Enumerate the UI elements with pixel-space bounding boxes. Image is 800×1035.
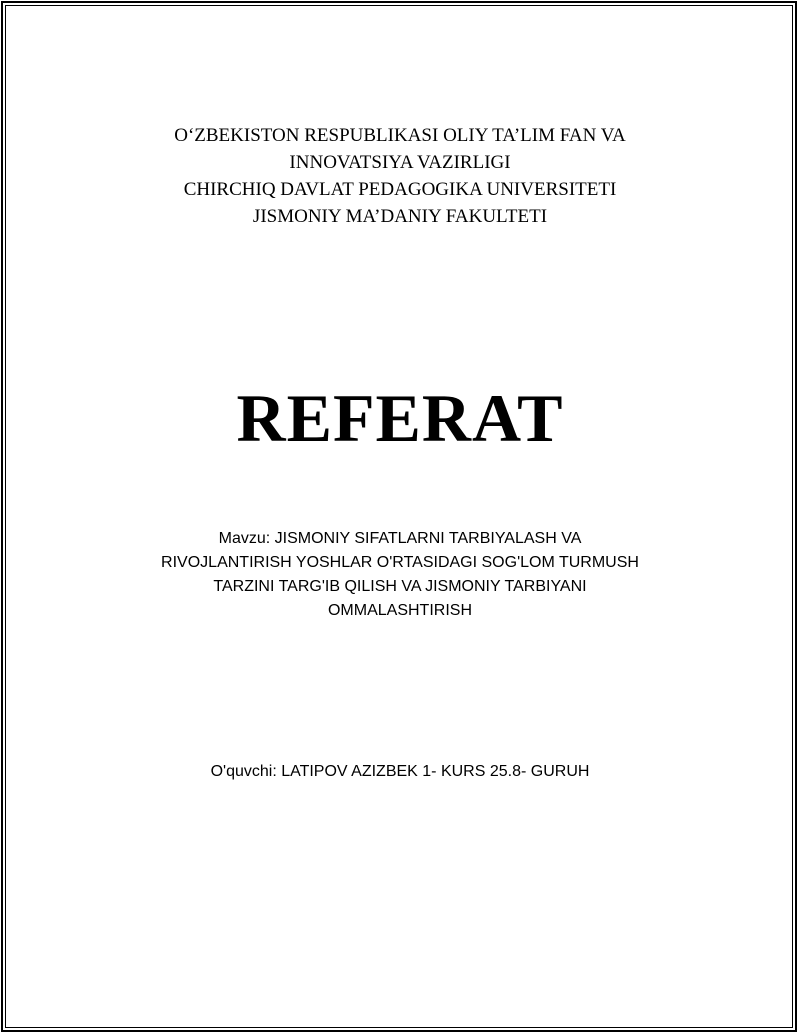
- topic-line-1: Mavzu: JISMONIY SIFATLARNI TARBIYALASH VA: [218, 530, 582, 547]
- header-line-1: O‘ZBEKISTON RESPUBLIKASI OLIY TA’LIM FAN VA: [174, 125, 626, 146]
- document-title: REFERAT: [236, 380, 564, 456]
- student-info: O'quvchi: LATIPOV AZIZBEK 1- KURS 25.8- GURUH: [210, 763, 590, 780]
- topic-line-3: TARZINI TARG'IB QILISH VA JISMONIY TARBIYANI: [213, 578, 587, 595]
- topic-line-4: OMMALASHTIRISH: [327, 602, 472, 619]
- header-line-4: JISMONIY MA’DANIY FAKULTETI: [252, 206, 548, 227]
- institution-header: [0, 122, 800, 230]
- header-line-2: INNOVATSIYA VAZIRLIGI: [289, 152, 511, 173]
- header-line-3: CHIRCHIQ DAVLAT PEDAGOGIKA UNIVERSITETI: [183, 179, 617, 200]
- topic-line-2: RIVOJLANTIRISH YOSHLAR O'RTASIDAGI SOG'LOM TURMUSH: [161, 554, 639, 571]
- topic-block: [0, 527, 800, 623]
